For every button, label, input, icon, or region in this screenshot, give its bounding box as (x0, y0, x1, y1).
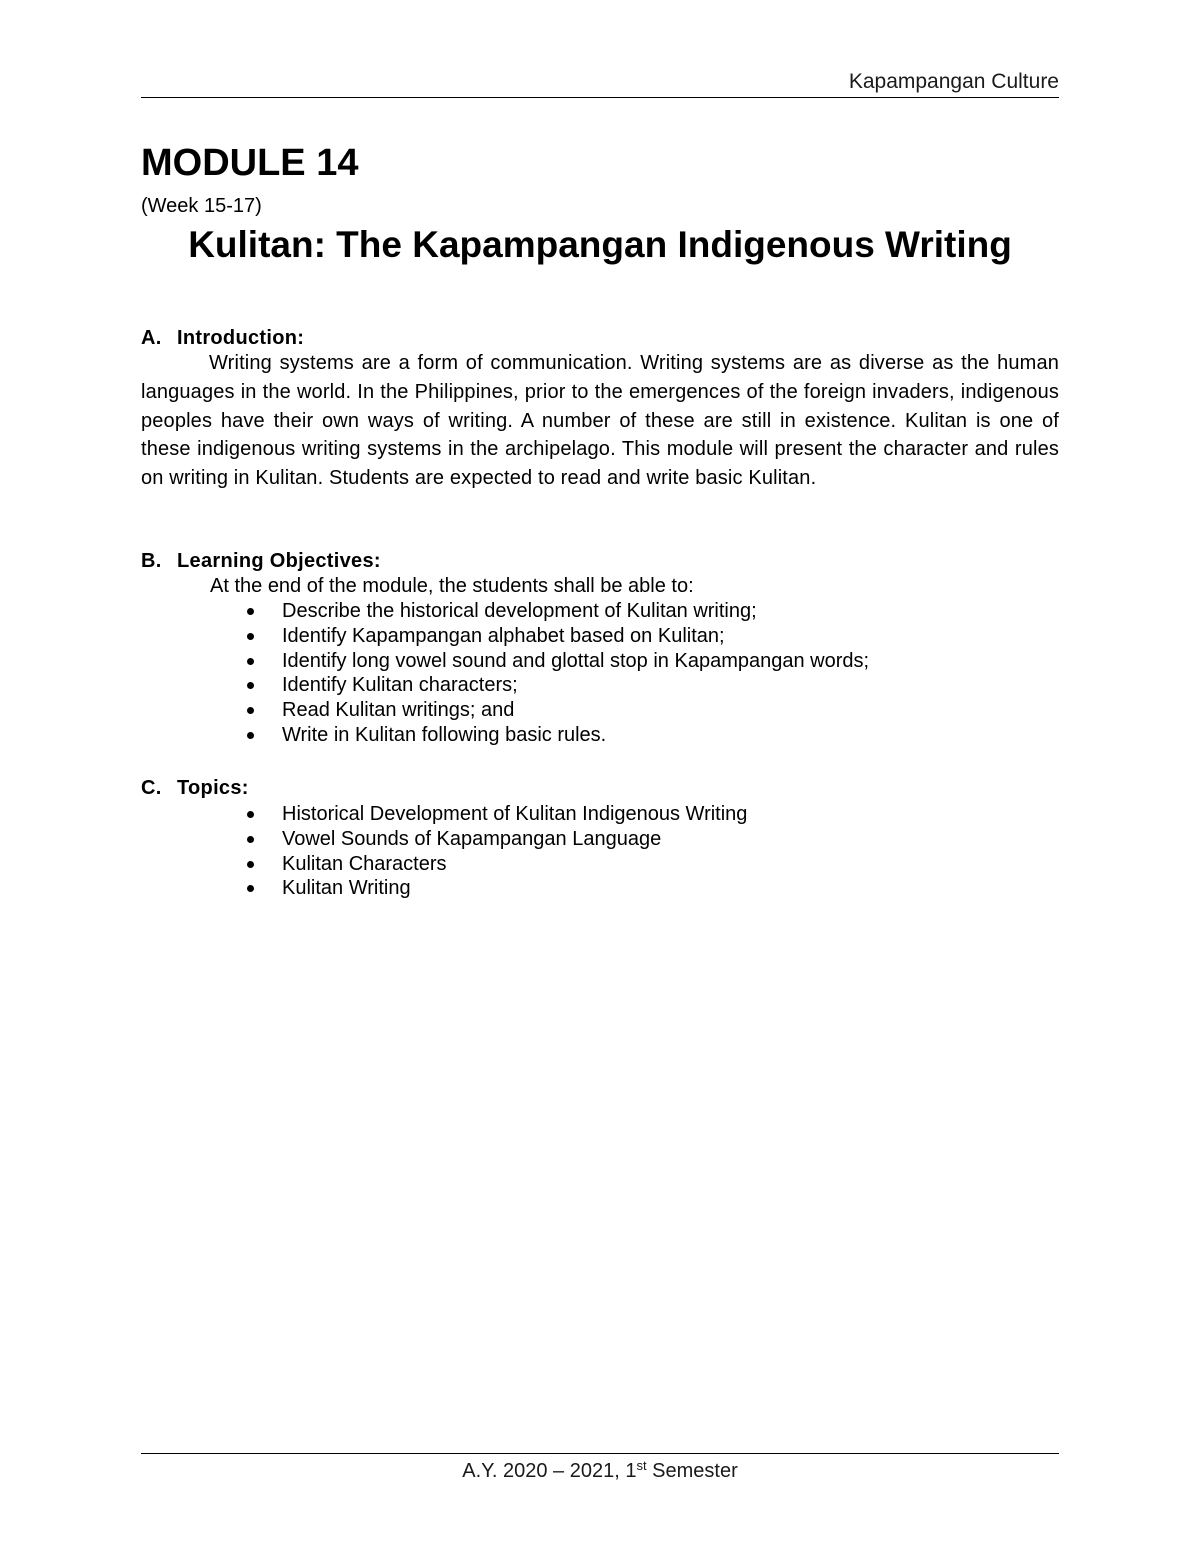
module-number: MODULE 14 (141, 142, 359, 184)
bullet-icon (247, 682, 254, 689)
list-item: Kulitan Characters (244, 852, 747, 877)
list-item: Kulitan Writing (244, 876, 747, 901)
objectives-list (244, 599, 869, 748)
section-title: Topics: (177, 777, 249, 799)
module-week: (Week 15-17) (141, 195, 262, 217)
list-item: Identify Kulitan characters; (244, 673, 869, 698)
list-item: Describe the historical development of Kulitan writing; (244, 599, 869, 624)
header-divider (141, 97, 1059, 98)
section-letter: C. (141, 777, 162, 799)
module-main-title: Kulitan: The Kapampangan Indigenous Writing (188, 224, 1012, 265)
section-heading-objectives (141, 550, 381, 573)
introduction-paragraph: Writing systems are a form of communication. Writing systems are as diverse as the human languages in the world. In the Philippines, prior to the emergences of the foreign invaders, indigenous peoples have their own ways of writing. A number of these are still in existence. Kulitan is one of these indigenous writing systems in the archipelago. This module will present the character and rules on writing in Kulitan. Students are expected to read and write basic Kulitan. (141, 352, 1059, 490)
section-heading-introduction (141, 327, 304, 350)
running-footer: A.Y. 2020 – 2021, 1st Semester (462, 1458, 738, 1482)
section-letter: A. (141, 327, 162, 349)
bullet-icon (247, 608, 254, 615)
bullet-icon (247, 836, 254, 843)
section-letter: B. (141, 550, 162, 572)
bullet-icon (247, 861, 254, 868)
bullet-icon (247, 707, 254, 714)
objectives-lead: At the end of the module, the students shall be able to: (210, 575, 694, 597)
bullet-icon (247, 633, 254, 640)
list-item: Identify Kapampangan alphabet based on Kulitan; (244, 624, 869, 649)
list-item: Vowel Sounds of Kapampangan Language (244, 827, 747, 852)
section-title: Learning Objectives: (177, 550, 381, 572)
list-item: Identify long vowel sound and glottal stop in Kapampangan words; (244, 649, 869, 674)
section-heading-topics (141, 777, 249, 800)
bullet-icon (247, 732, 254, 739)
list-item: Write in Kulitan following basic rules. (244, 723, 869, 748)
section-title: Introduction: (177, 327, 305, 349)
list-item: Read Kulitan writings; and (244, 698, 869, 723)
list-item: Historical Development of Kulitan Indigenous Writing (244, 802, 747, 827)
footer-divider (141, 1453, 1059, 1454)
bullet-icon (247, 885, 254, 892)
running-header: Kapampangan Culture (848, 70, 1059, 93)
bullet-icon (247, 811, 254, 818)
bullet-icon (247, 658, 254, 665)
topics-list (244, 802, 747, 901)
